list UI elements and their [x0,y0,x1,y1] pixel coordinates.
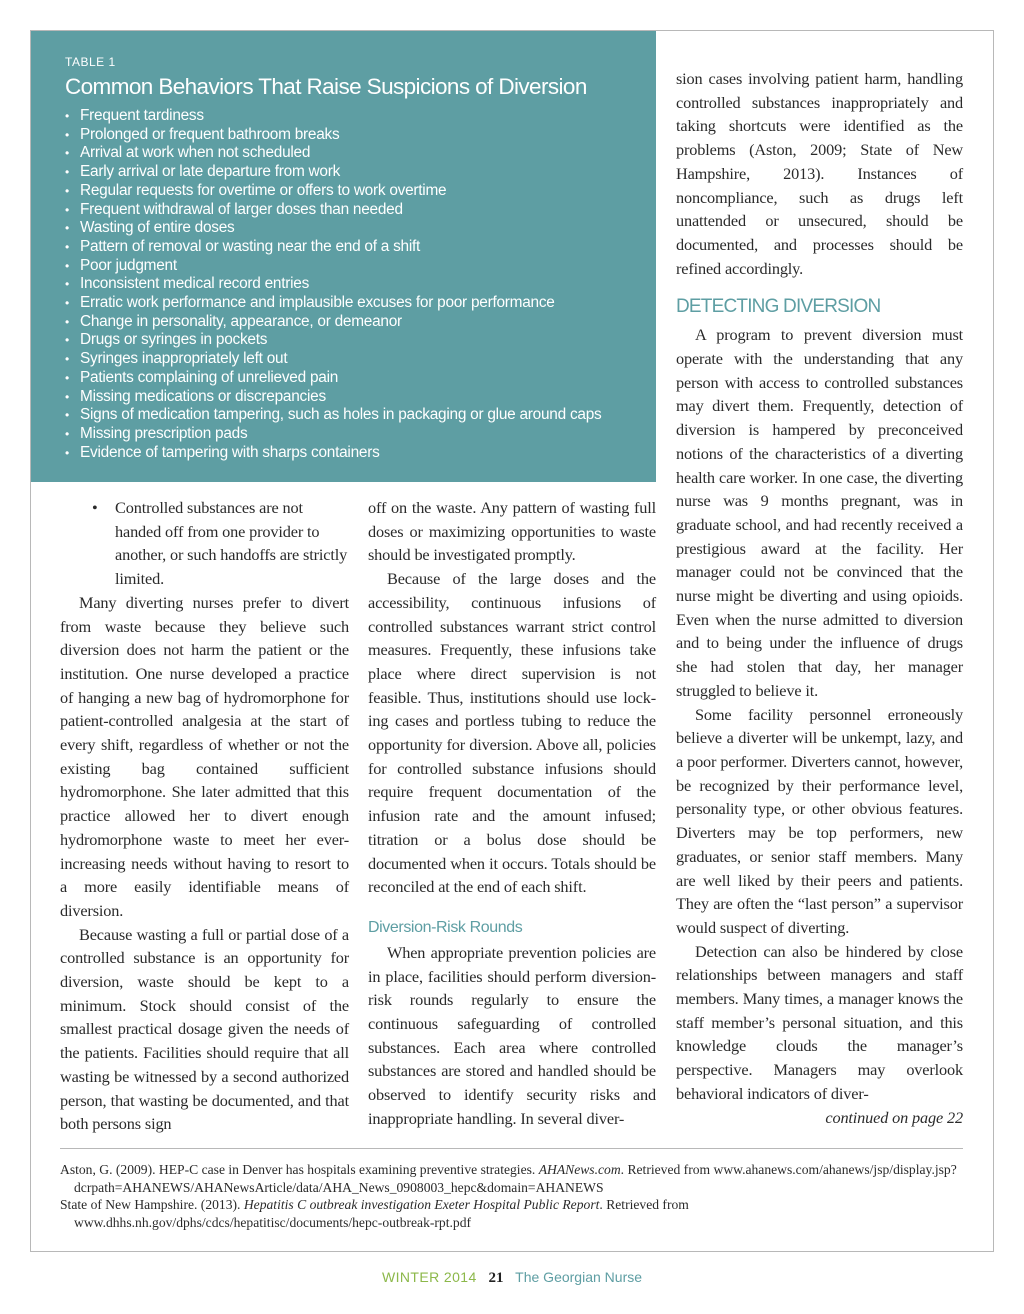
table-label: TABLE 1 [65,55,116,69]
column-1 [60,496,349,1136]
col2-paragraph-1: off on the waste. Any pattern of wasting full doses or maximizing opportunities to waste should be investigated promptly. [368,498,656,565]
divider-rule [60,1148,963,1149]
col1-paragraph-1: Many diverting nurses prefer to divert from waste because they believe such diversion does not harm the patient or the institution. One nurse developed a practice of hanging a new bag of hydromorphone for patient-controlled analgesia at the start of every shift, regardless of whether or not the existing bag contained sufficient hydromorphone. She later admitted that this practice allowed her to divert enough hydromorphone waste to meet her ever-increasing needs without having to resort to a more easily identifiable means of diversion. [60,592,349,920]
table-list-item: • Syringes inappropriately left out [65,350,636,369]
references [60,1161,970,1231]
magazine-name: The Georgian Nurse [515,1269,643,1285]
column-2 [368,496,656,1131]
reference-source: AHANews.com [538,1162,621,1177]
table-list-item: • Prolonged or frequent bathroom breaks [65,126,636,145]
table-list-item: • Frequent tardiness [65,107,636,126]
continued-note: continued on page 22 [825,1107,963,1127]
table-list [65,107,636,462]
reference-url: . Retrieved from www.dhhs.nh.gov/dphs/cdcs/hepatitisc/documents/hepc-outbreak-rpt.pdf [74,1197,689,1230]
col3-paragraph-3: Detection can also be hindered by close relationships between managers and staff members. Many times, a manager knows the staff member’s personal situation, and this knowledge clouds the manager’s perspective. Managers may overlook behavioral indicators of diver- [676,941,963,1103]
bullet-dot: • [92,498,98,517]
table-list-item: • Erratic work performance and implausible excuses for poor performance [65,294,636,313]
table-list-item: • Arrival at work when not scheduled [65,144,636,163]
heading-detecting-diversion: DETECTING DIVERSION [676,296,881,318]
col3-paragraph-1: A program to prevent diversion must operate with the understanding that any person with access to controlled substances may divert them. Frequently, detection of diversion is hampered by preconceived notions of the characteristics of a diverting health care worker. In one case, the diverting nurse was 9 months pregnant, was in graduate school, and had recently received a prestigious award at the facility. Her manager could not be convinced that the nurse might be diverting and using opioids. Even when the nurse admitted to diversion and to being under the influence of drugs she had stolen that day, her manager struggled to believe it. [676,325,963,700]
table-list-item: • Wasting of entire doses [65,219,636,238]
col2-paragraph-2: Because of the large doses and the accessibility, continuous infusions of controlled substances warrant strict control measures. Frequently, these infusions take place where direct supervision is not feasible. Thus, institutions should use lock-ing cases and portless tubing to reduce the opportunity for diversion. Above all, policies for controlled substance infusions should require frequent documentation of the infusion rate and the amount infused; titration or a bolus dose should be documented when it occurs. Totals should be reconciled at the end of each shift. [368,569,656,897]
reference-url: . Retrieved from www.ahanews.com/ahanews/jsp/display.jsp?dcrpath=AHANEWS/AHANewsArticle/data/AHA_News_0908003_hepc&domain=AHANEWS [74,1162,957,1195]
table-list-item: • Inconsistent medical record entries [65,275,636,294]
reference-text: Aston, G. (2009). HEP-C case in Denver has hospitals examining preventive strategies. [60,1162,539,1177]
table-list-item: • Change in personality, appearance, or demeanor [65,313,636,332]
table-box [31,31,656,482]
table-list-item: • Pattern of removal or wasting near the end of a shift [65,238,636,257]
table-title: Common Behaviors That Raise Suspicions of Diversion [65,74,587,99]
reference-item [60,1196,970,1231]
bullet-item [60,496,349,591]
footer-season: WINTER 2014 [381,1269,477,1285]
col3-paragraph-0: sion cases involving patient harm, handling controlled substances inappropriately and taking shortcuts were identified as the problems (Aston, 2009; State of New Hampshire, 2013). Instances of noncompliance, such as drugs left unattended or unsecured, should be documented, and processes should be refined accordingly. [676,69,963,278]
table-list-item: • Frequent withdrawal of larger doses than needed [65,201,636,220]
page-number: 21 [488,1270,504,1286]
subheading-diversion-risk-rounds: Diversion-Risk Rounds [368,918,523,936]
table-list-item: • Signs of medication tampering, such as holes in packaging or glue around caps [65,406,636,425]
col2-paragraph-3: When appropriate prevention policies are in place, facilities should perform diversion-risk rounds regularly to ensure the continuous safeguarding of controlled substances. Each area where controlled substances are stored and handled should be observed to identify security risks and inappropriate handling. In several diver- [368,942,656,1128]
bullet-text: Controlled substances are not handed off from one provider to another, or such handoffs are strictly limited. [115,498,348,589]
table-list-item: • Drugs or syringes in pockets [65,331,636,350]
table-list-item: • Poor judgment [65,257,636,276]
table-list-item: • Patients complaining of unrelieved pain [65,369,636,388]
table-list-item: • Regular requests for overtime or offers to work overtime [65,182,636,201]
table-list-item: • Early arrival or late departure from work [65,163,636,182]
table-list-item: • Missing medications or discrepancies [65,388,636,407]
reference-text: State of New Hampshire. (2013). [60,1197,244,1212]
table-list-item: • Evidence of tampering with sharps containers [65,444,636,463]
col3-paragraph-2: Some facility personnel erroneously believe a diverter will be unkempt, lazy, and a poor performer. Diverters cannot, however, be recognized by their performance level, personality type, or other obvious features. Diverters may be top performers, new graduates, or senior staff members. Many are well liked by their peers and patients. They are often the “last person” a supervisor would suspect of diverting. [676,704,963,937]
table-list-item: • Missing prescription pads [65,425,636,444]
reference-source: Hepatitis C outbreak investigation Exeter Hospital Public Report [243,1197,600,1212]
page-footer [0,1269,1024,1287]
reference-item [60,1161,970,1196]
col1-paragraph-2: Because wasting a full or partial dose of a controlled substance is an opportunity for diversion, waste should be kept to a minimum. Stock should consist of the smallest practical dosage given the needs of the patients. Facilities should require that all wasting be witnessed by a second authorized person, that wasting be documented, and that both persons sign [60,924,349,1134]
column-3 [676,67,963,1129]
